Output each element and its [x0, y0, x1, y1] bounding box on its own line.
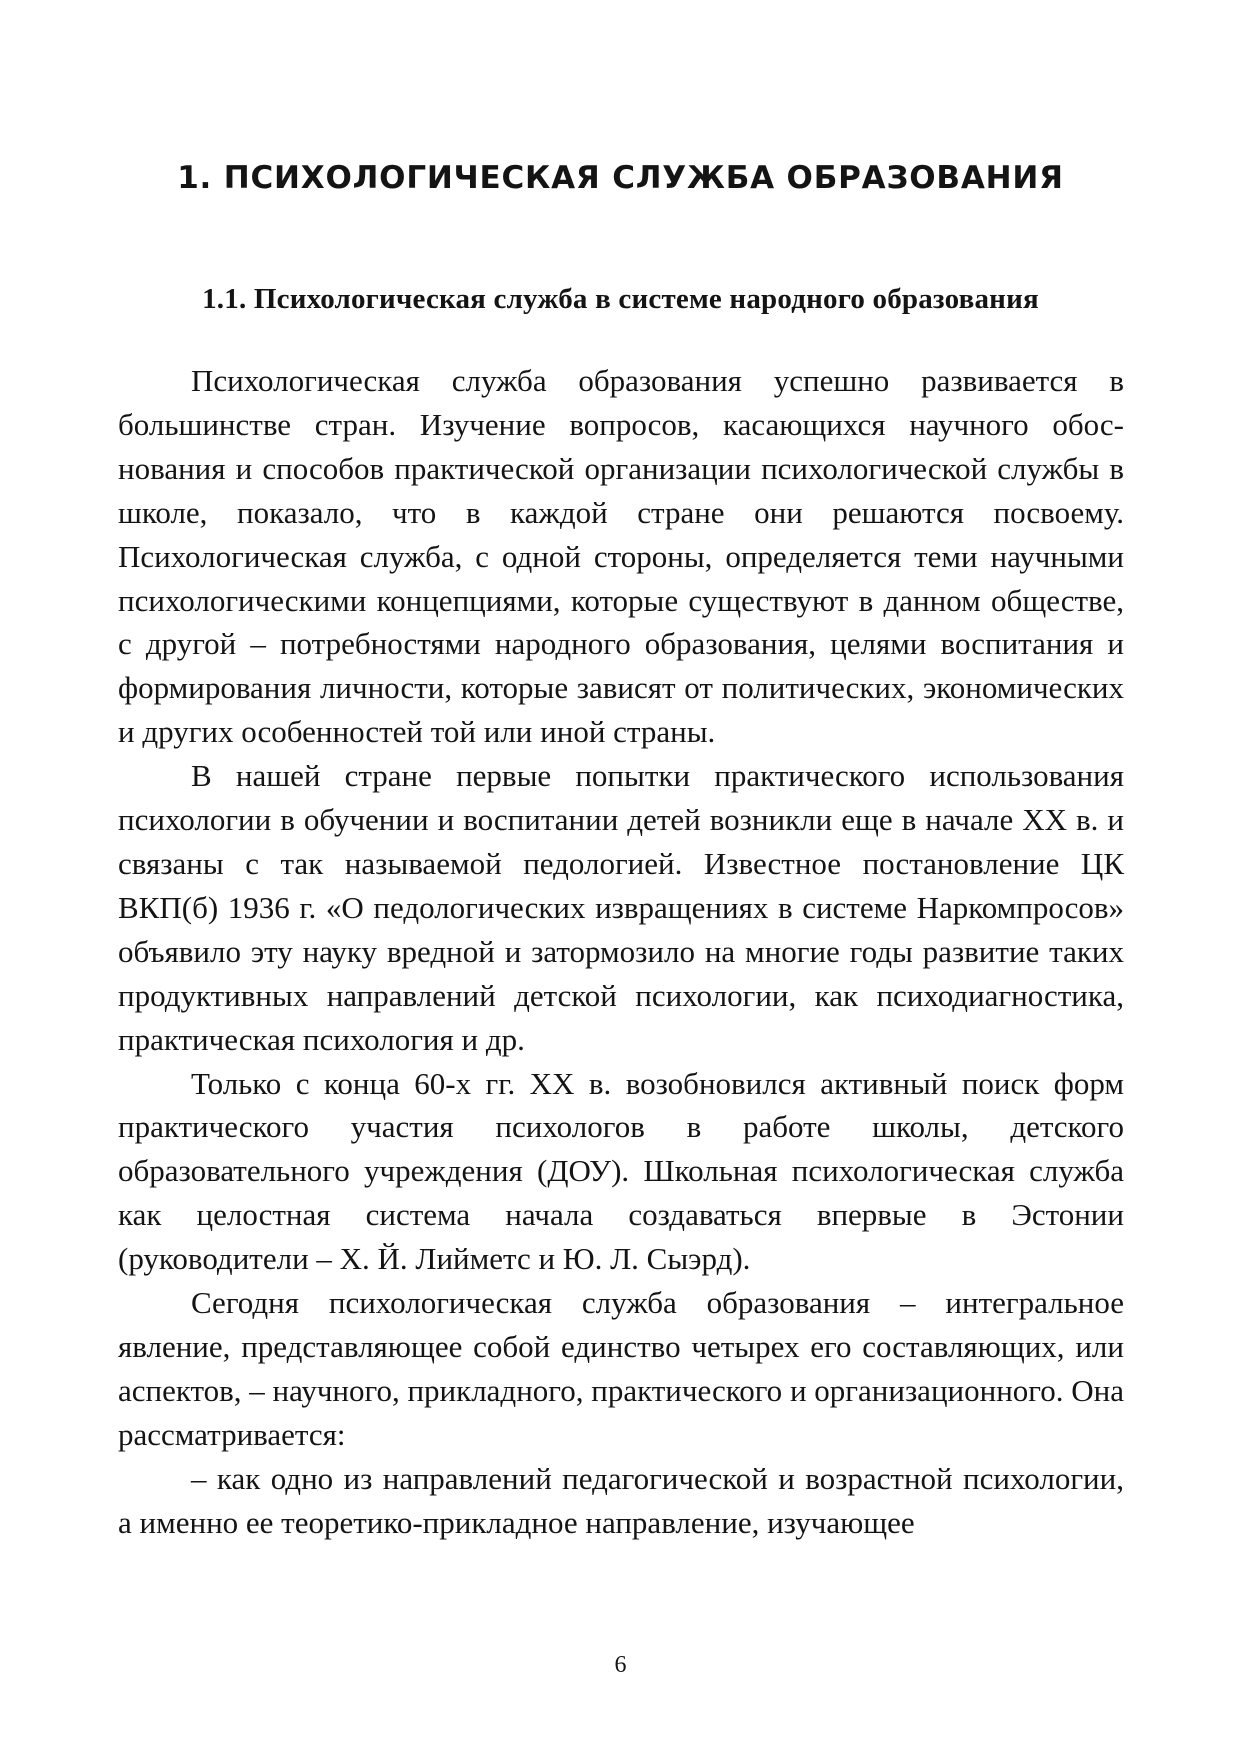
paragraph-5: – как одно из направлений педагогической и возрастной психологии, а именно ее теоретико-прикладное направление, изучающее — [118, 1460, 1124, 1540]
body-text — [118, 359, 1124, 1544]
paragraph-1: Психологическая служба образования успешно развивается в большинстве стран. Изучение вопросов, касающихся научного обоснования и способов практической организации психологической службы в школе, показало, что в каждой стране они решаются посвоему. Психологическая служба, с одной стороны, определяется теми научными психологическими концепциями, которые существуют в данном обществе, с другой – потребностями народного образования, целями воспитания и формирования личности, которые зависят от политических, экономических и других особенностей той или иной страны. — [118, 363, 1124, 750]
page-number: 6 — [614, 1652, 627, 1678]
paragraph-2: В нашей стране первые попытки практического использования психологии в обучении и воспитании детей возникли еще в начале XX в. и связаны с так называемой педологией. Известное постановление ЦК ВКП(б) 1936 г. «О педологических извращениях в системе Наркомпросов» объявило эту науку вредной и затормозило на многие годы развитие таких продуктивных направлений детской психологии, как психодиагностика, практическая психология и др. — [118, 758, 1124, 1057]
paragraph-3: Только с конца 60-х гг. XX в. возобновился активный поиск форм практического участия психологов в работе школы, детского образовательного учреждения (ДОУ). Школьная психологическая служба как целостная система начала создаваться впервые в Эстонии (руководители – Х. Й. Лийметс и Ю. Л. Сыэрд). — [118, 1065, 1124, 1277]
chapter-title: 1. ПСИХОЛОГИЧЕСКАЯ СЛУЖБА ОБРАЗОВАНИЯ — [177, 160, 1064, 196]
paragraph-4: Сегодня психологическая служба образования – интегральное явление, представляющее собой единство четырех его составляющих, или аспектов, – научного, прикладного, практического и организационного. Она рассматривается: — [118, 1285, 1124, 1452]
section-title: 1.1. Психологическая служба в системе народного образования — [202, 283, 1039, 315]
